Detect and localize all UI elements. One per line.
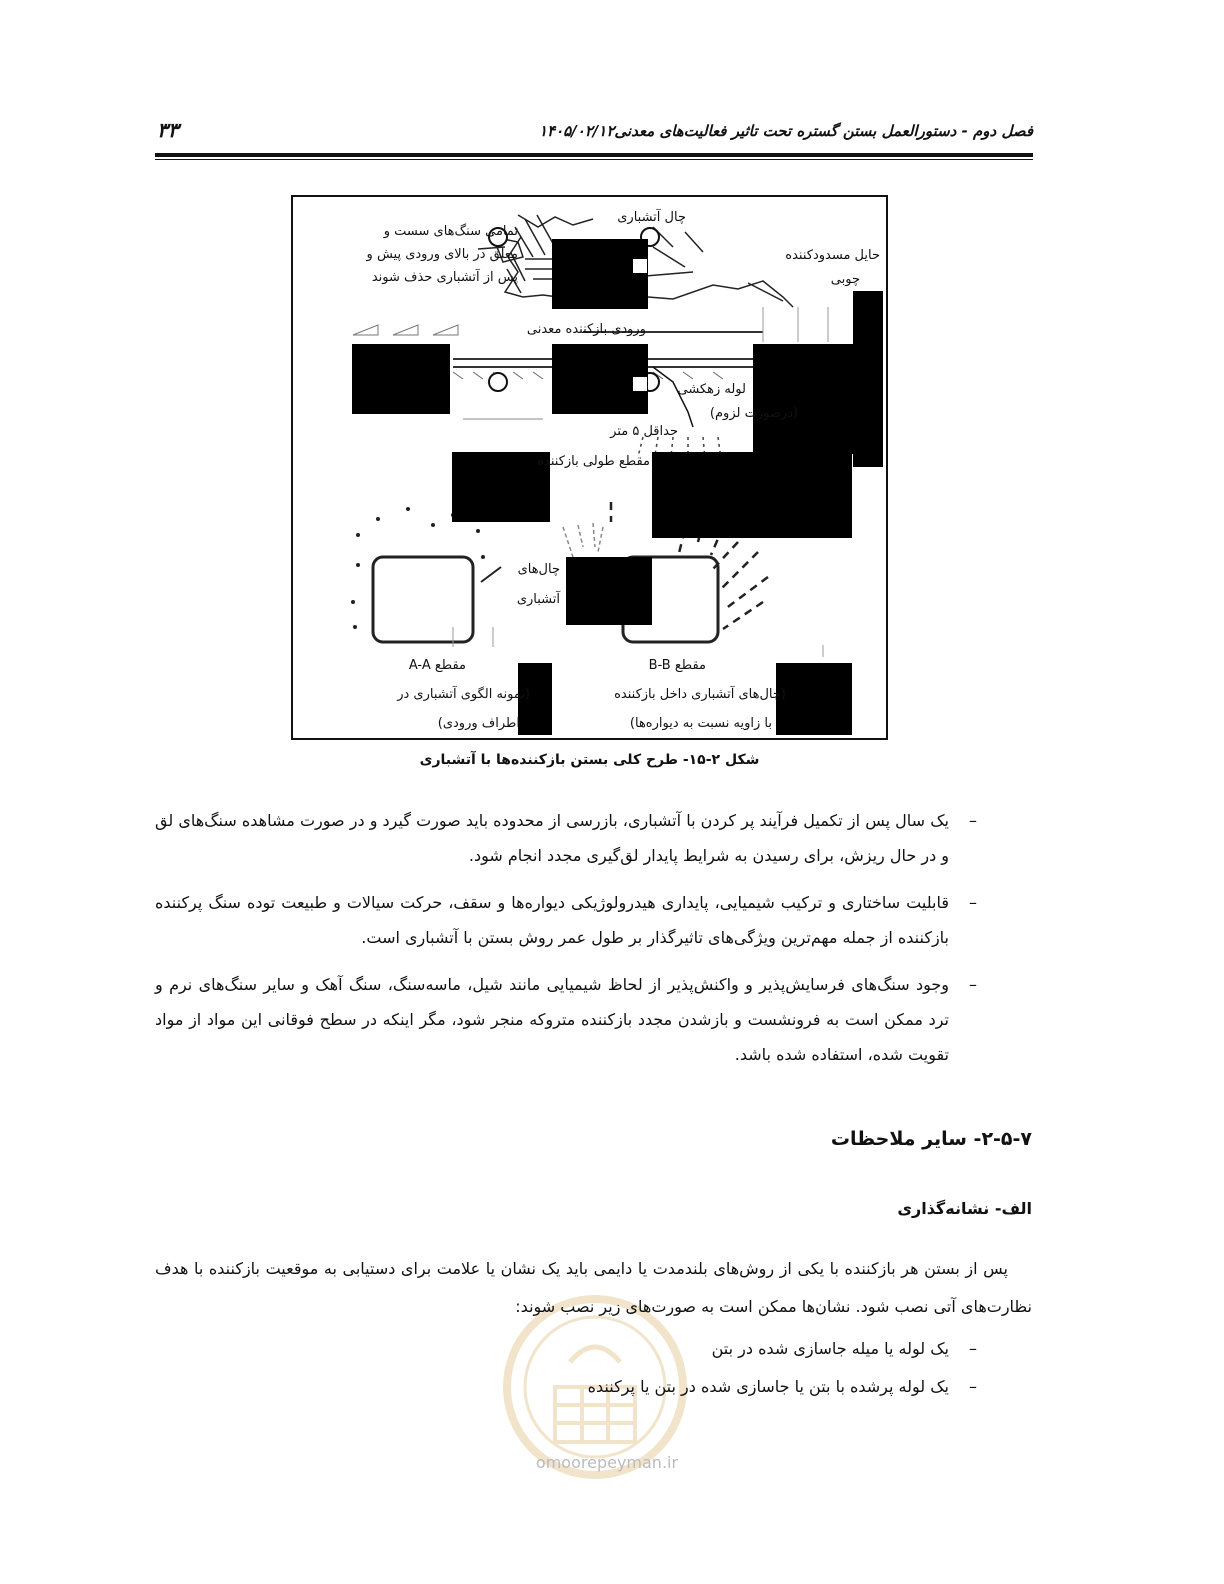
label-drain-line2: (درصورت لزوم) xyxy=(709,406,798,421)
header-rule-thin xyxy=(155,159,1033,160)
page-header xyxy=(155,112,1033,156)
label-section-bb: مقطع B-B xyxy=(648,658,706,673)
redaction-block xyxy=(776,663,852,735)
list-item xyxy=(155,885,977,955)
label-rocks-line3: پس از آتشباری حذف شوند xyxy=(371,270,518,285)
list-item-text: قابلیت ساختاری و ترکیب شیمیایی، پایداری هیدرولوژیکی دیواره‌ها و سقف، حرکت سیالات و طبیعت توده سنگ پرکننده بازکننده از جمله مهم‌ترین ویژگی‌های تاثیرگذار بر طول عمر روش بستن با آتشباری است. xyxy=(155,893,949,947)
bullet-list xyxy=(155,803,977,1084)
redaction-block xyxy=(452,452,550,522)
header-rule-thick xyxy=(155,153,1033,157)
redaction-block xyxy=(652,452,852,538)
redaction-block xyxy=(352,344,450,414)
label-drain-line1: لوله زهکشی xyxy=(677,382,746,397)
redaction-block xyxy=(853,291,883,467)
figure-caption: شکل ۲-۱۵- طرح کلی بستن بازکننده‌ها با آتشباری xyxy=(419,752,760,768)
bullet-dash: – xyxy=(969,975,977,994)
sub-heading: الف- نشانه‌گذاری xyxy=(897,1199,1032,1218)
label-rocks-line1: تمامی سنگ‌های سست و xyxy=(383,224,518,239)
list-item xyxy=(155,1330,977,1368)
label-chal-atashbari-top: چال آتشباری xyxy=(617,210,686,225)
list-item-text: یک لوله یا میله جاسازی شده در بتن xyxy=(711,1339,949,1358)
redaction-marker xyxy=(633,259,647,273)
marker-list xyxy=(155,1330,977,1406)
label-bb-desc-line1: (چال‌های آتشباری داخل بازکننده xyxy=(614,687,786,702)
redaction-marker xyxy=(633,377,647,391)
label-longitudinal-section: مقطع طولی بازکننده xyxy=(537,454,650,469)
label-barrier-line2: چوبی xyxy=(830,272,860,287)
page-number: ۳۳ xyxy=(157,118,179,142)
list-item-text: وجود سنگ‌های فرسایش‌پذیر و واکنش‌پذیر از لحاظ شیمیایی مانند شیل، ماسه‌سنگ، سنگ آهک و سایر سنگ‌های نرم و ترد ممکن است به فرونشست و بازشدن مجدد بازکننده متروکه منجر شود، مگر اینکه در سطح فوقانی این مواد از مواد تقویت شده، استفاده شده باشد. xyxy=(155,975,949,1064)
redaction-block xyxy=(552,239,648,309)
list-item xyxy=(155,803,977,873)
bullet-dash: – xyxy=(969,811,977,830)
redaction-block xyxy=(753,344,853,454)
list-item xyxy=(155,1368,977,1406)
label-barrier-line1: حایل مسدودکننده xyxy=(785,248,880,263)
list-item-text: یک لوله پرشده با بتن یا جاسازی شده در بتن یا پرکننده xyxy=(587,1377,949,1396)
header-title: فصل دوم - دستورالعمل بستن گستره تحت تاثیر فعالیت‌های معدنی۱۴۰۵/۰۲/۱۲ xyxy=(538,122,1033,140)
section-heading: ۲-۵-۷- سایر ملاحظات xyxy=(830,1128,1032,1150)
label-chal-left-line1: چال‌های xyxy=(517,562,560,577)
label-section-aa: مقطع A-A xyxy=(408,658,466,673)
label-rocks-line2: معلق در بالای ورودی پیش و xyxy=(366,247,518,262)
label-entrance: ورودی بازکننده معدنی xyxy=(526,322,646,337)
label-aa-desc-line2: اطراف ورودی) xyxy=(437,716,520,731)
label-bb-desc-line2: با زاویه نسبت به دیواره‌ها) xyxy=(629,716,772,731)
figure-closure-diagram xyxy=(291,195,888,740)
redaction-block xyxy=(566,557,652,625)
body-paragraph: پس از بستن هر بازکننده با یکی از روش‌های بلندمدت یا دایمی باید یک نشان یا علامت برای دستیابی به موقعیت بازکننده با هدف نظارت‌های آتی نصب شود. نشان‌ها ممکن است به صورت‌های زیر نصب شوند: xyxy=(155,1259,1032,1316)
label-aa-desc-line1: (نمونه الگوی آتشباری در xyxy=(397,687,530,702)
bullet-dash: – xyxy=(969,893,977,912)
label-min-5m: حداقل ۵ متر xyxy=(610,424,678,439)
label-chal-left-line2: آتشباری xyxy=(516,592,560,607)
list-item-text: یک سال پس از تکمیل فرآیند پر کردن با آتشباری، بازرسی از محدوده باید صورت گیرد و در صورت مشاهده سنگ‌های لق و در حال ریزش، برای رسیدن به شرایط پایدار لق‌گیری مجدد انجام شود. xyxy=(155,811,949,865)
bullet-dash: – xyxy=(969,1339,977,1358)
watermark-site: omoorepeyman.ir xyxy=(535,1453,679,1472)
bullet-dash: – xyxy=(969,1377,977,1396)
list-item xyxy=(155,967,977,1072)
